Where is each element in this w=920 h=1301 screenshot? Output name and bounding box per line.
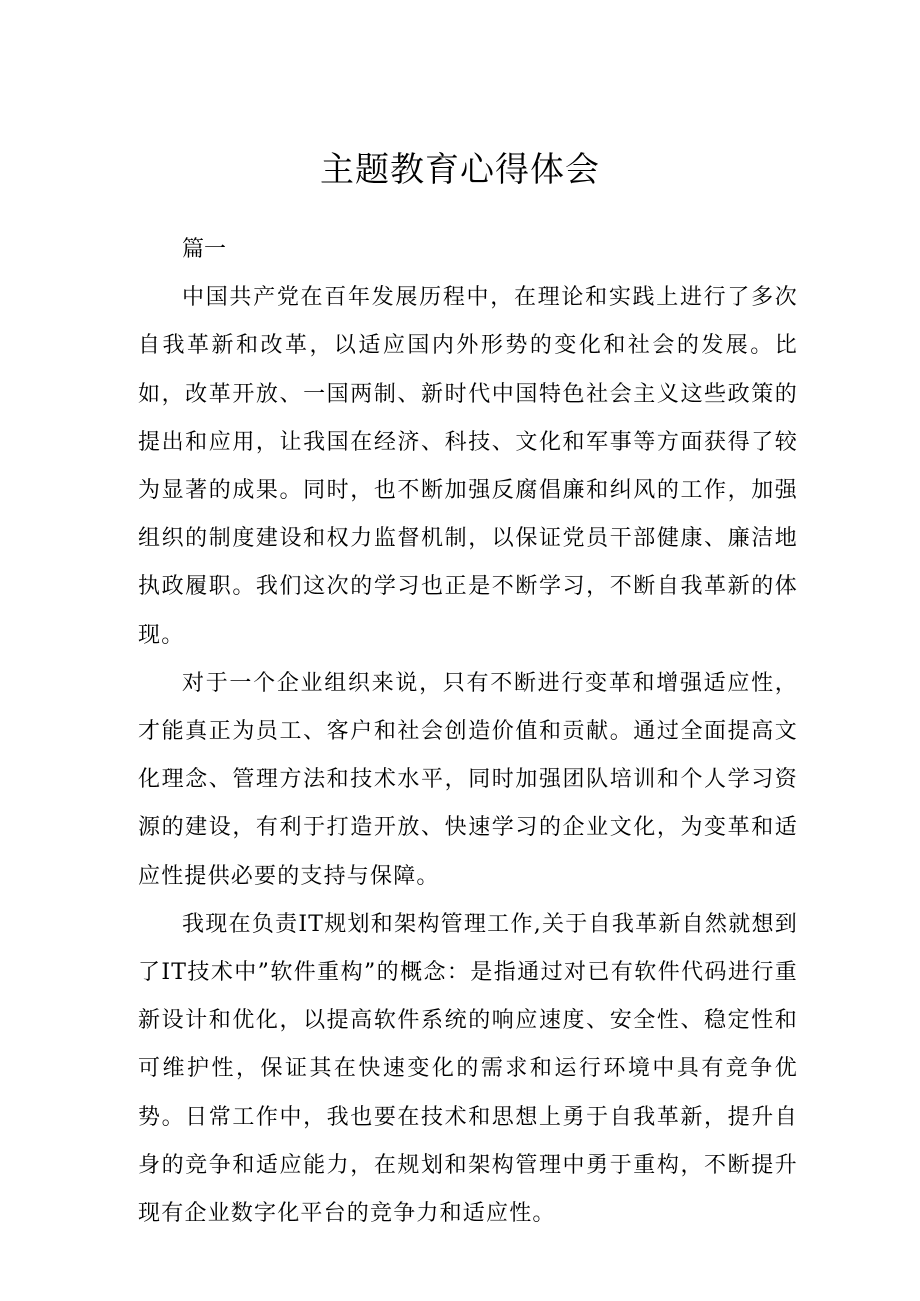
document-body xyxy=(138,226,798,1238)
paragraph-1: 中国共产党在百年发展历程中，在理论和实践上进行了多次自我革新和改革，以适应国内外形势的变化和社会的发展。比如，改革开放、一国两制、新时代中国特色社会主义这些政策的提出和应用，让我国在经济、科技、文化和军事等方面获得了较为显著的成果。同时，也不断加强反腐倡廉和纠风的工作，加强组织的制度建设和权力监督机制，以保证党员干部健康、廉洁地执政履职。我们这次的学习也正是不断学习，不断自我革新的体现。 xyxy=(138,285,798,648)
section-label: 篇一 xyxy=(182,237,227,262)
paragraph-3: 我现在负责IT规划和架构管理工作,关于自我革新自然就想到了IT技术中”软件重构”的概念：是指通过对已有软件代码进行重新设计和优化，以提高软件系统的响应速度、安全性、稳定性和可维护性，保证其在快速变化的需求和运行环境中具有竞争优势。日常工作中，我也要在技术和思想上勇于自我革新，提升自身的竞争和适应能力，在规划和架构管理中勇于重构，不断提升现有企业数字化平台的竞争力和适应性。 xyxy=(138,911,798,1227)
paragraph-2: 对于一个企业组织来说，只有不断进行变革和增强适应性，才能真正为员工、客户和社会创造价值和贡献。通过全面提高文化理念、管理方法和技术水平，同时加强团队培训和个人学习资源的建设，有利于打造开放、快速学习的企业文化，为变革和适应性提供必要的支持与保障。 xyxy=(138,670,798,889)
document-title: 主题教育心得体会 xyxy=(320,150,600,190)
